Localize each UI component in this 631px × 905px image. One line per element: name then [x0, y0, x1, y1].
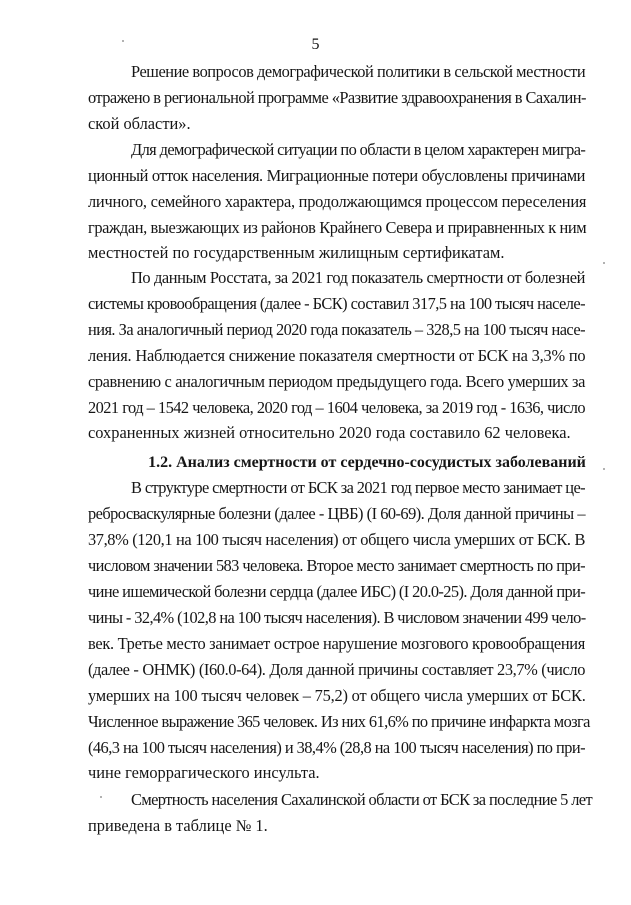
text-line: системы кровообращения (далее - БСК) составил 317,5 на 100 тысяч населе- [88, 294, 585, 313]
page-number: 5 [311, 36, 320, 53]
scan-speck [603, 468, 605, 470]
text-line: Смертность населения Сахалинской области от БСК за последние 5 лет [131, 790, 593, 809]
text-line: умерших на 100 тысяч человек – 75,2) от общего числа умерших от БСК. [88, 686, 586, 705]
text-line: Для демографической ситуации по области в целом характерен мигра- [131, 140, 586, 159]
text-line: Численное выражение 365 человек. Из них 61,6% по причине инфаркта мозга [88, 712, 590, 731]
text-line: 37,8% (120,1 на 100 тысяч населения) от общего числа умерших от БСК. В [88, 530, 585, 549]
text-line: отражено в региональной программе «Развитие здравоохранения в Сахалин- [88, 88, 586, 107]
text-line: чины - 32,4% (102,8 на 100 тысяч населения). В числовом значении 499 чело- [88, 608, 586, 627]
text-line: сравнению с аналогичным периодом предыдущего года. Всего умерших за [88, 372, 585, 391]
text-line: Решение вопросов демографической политики в сельской местности [131, 62, 586, 81]
scan-speck [122, 40, 124, 42]
text-line: чине геморрагического инсульта. [88, 763, 320, 782]
scan-speck [603, 262, 605, 264]
text-line: ционный отток населения. Миграционные потери обусловлены причинами [88, 166, 585, 185]
text-line: числовом значении 583 человека. Второе место занимает смертность по при- [88, 556, 585, 575]
text-line: (далее - ОНМК) (I60.0-64). Доля данной причины составляет 23,7% (число [88, 660, 585, 679]
text-line: По данным Росстата, за 2021 год показатель смертности от болезней [131, 268, 585, 287]
text-line: ребросваскулярные болезни (далее - ЦВБ) (I 60-69). Доля данной причины – [88, 504, 585, 523]
text-line: сохраненных жизней относительно 2020 года составило 62 человека. [88, 423, 571, 442]
text-line: век. Третье место занимает острое нарушение мозгового кровообращения [88, 634, 585, 653]
text-line: ской области». [88, 114, 191, 133]
text-line: чине ишемической болезни сердца (далее ИБС) (I 20.0-25). Доля данной при- [88, 582, 586, 601]
text-line: личного, семейного характера, продолжающимся процессом переселения [88, 192, 587, 211]
text-line: приведена в таблице № 1. [88, 816, 268, 835]
section-heading: 1.2. Анализ смертности от сердечно-сосудистых заболеваний [148, 454, 586, 471]
text-line: (46,3 на 100 тысяч населения) и 38,4% (28,8 на 100 тысяч населения) по при- [88, 738, 585, 757]
text-line: ления. Наблюдается снижение показателя смертности от БСК на 3,3% по [88, 346, 586, 365]
text-line: ния. За аналогичный период 2020 года показатель – 328,5 на 100 тысяч насе- [88, 320, 585, 339]
text-line: 2021 год – 1542 человека, 2020 год – 1604 человека, за 2019 год - 1636, число [88, 398, 585, 417]
text-line: граждан, выезжающих из районов Крайнего Севера и приравненных к ним [88, 218, 587, 237]
scan-speck [100, 796, 102, 798]
text-line: В структуре смертности от БСК за 2021 год первое место занимает це- [131, 478, 585, 497]
text-line: местностей по государственным жилищным сертификатам. [88, 243, 505, 262]
